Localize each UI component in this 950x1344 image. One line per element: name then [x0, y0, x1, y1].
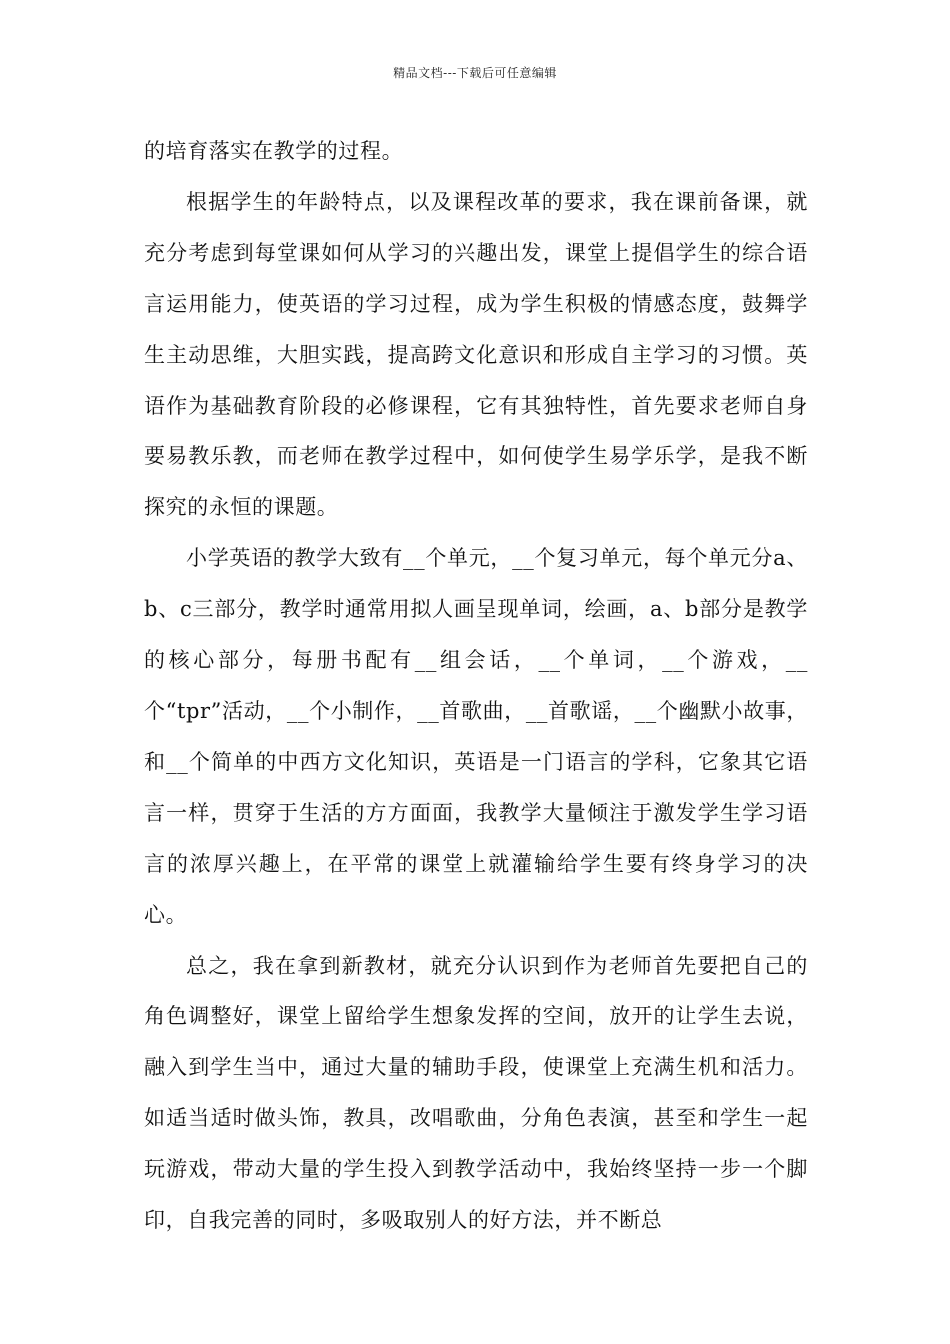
paragraph-curriculum-overview: 小学英语的教学大致有__个单元，__个复习单元，每个单元分a、b、c三部分，教学时通常用拟人画呈现单词，绘画，a、b部分是教学的核心部分，每册书配有__组会话，__个单词，__个游戏，__个“tpr”活动，__个小制作，__首歌曲，__首歌谣，__个幽默小故事，和__个简单的中西方文化知识，英语是一门语言的学科，它象其它语言一样，贯穿于生活的方方面面，我教学大量倾注于激发学生学习语言的浓厚兴趣上，在平常的课堂上就灌输给学生要有终身学习的决心。 [144, 546, 808, 927]
paragraph-summary: 总之，我在拿到新教材，就充分认识到作为老师首先要把自己的角色调整好，课堂上留给学生想象发挥的空间，放开的让学生去说，融入到学生当中，通过大量的辅助手段，使课堂上充满生机和活力。如适当适时做头饰，教具，改唱歌曲，分角色表演，甚至和学生一起玩游戏，带动大量的学生投入到教学活动中，我始终坚持一步一个脚印，自我完善的同时，多吸取别人的好方法，并不断总 [144, 953, 808, 1233]
document-body [144, 126, 808, 1246]
paragraph-teaching-approach: 根据学生的年龄特点，以及课程改革的要求，我在课前备课，就充分考虑到每堂课如何从学习的兴趣出发，课堂上提倡学生的综合语言运用能力，使英语的学习过程，成为学生积极的情感态度，鼓舞学生主动思维，大胆实践，提高跨文化意识和形成自主学习的习惯。英语作为基础教育阶段的必修课程，它有其独特性，首先要求老师自身要易教乐教，而老师在教学过程中，如何使学生易学乐学，是我不断探究的永恒的课题。 [144, 189, 808, 520]
paragraph-continuation: 的培育落实在教学的过程。 [144, 139, 404, 163]
page-header: 精品文档---下载后可任意编辑 [393, 66, 557, 80]
